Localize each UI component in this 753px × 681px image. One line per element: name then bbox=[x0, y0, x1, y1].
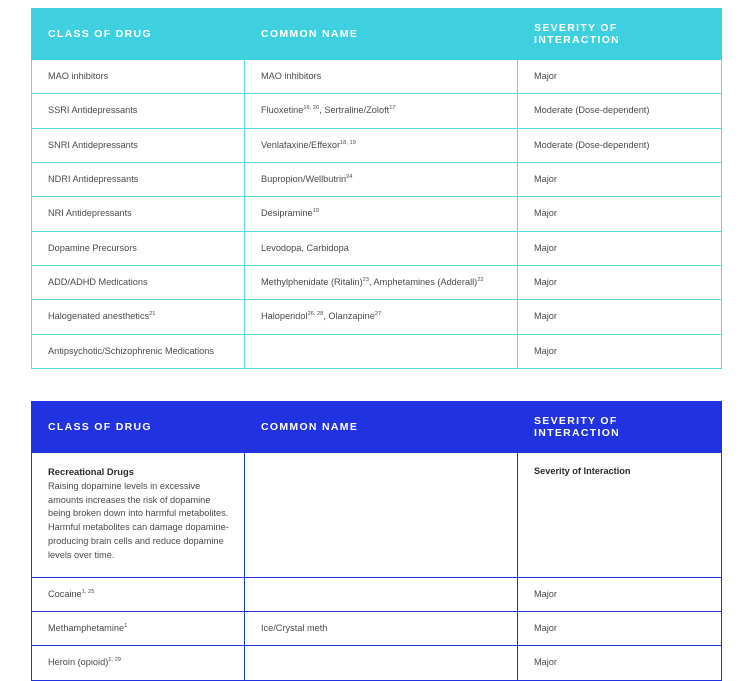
table-row bbox=[32, 334, 722, 368]
cell-severity: Major bbox=[518, 231, 722, 265]
footnote-ref: 1, 29 bbox=[108, 657, 121, 664]
cell-common-name: Levodopa, Carbidopa bbox=[245, 231, 518, 265]
footnote-ref: 23 bbox=[362, 277, 369, 283]
footnote-ref: 22 bbox=[477, 277, 484, 283]
cell-severity: Major bbox=[518, 163, 722, 197]
cell-common-name bbox=[245, 163, 518, 197]
column-header-severity: SEVERITY OF INTERACTION bbox=[518, 402, 722, 453]
table-row bbox=[32, 231, 722, 265]
cell-common-name bbox=[245, 646, 518, 680]
table-header-row bbox=[32, 9, 722, 60]
cell-text: Bupropion/Wellbutrin bbox=[261, 174, 347, 185]
cell-text: Fluoxetine bbox=[261, 105, 304, 116]
cell-common-name bbox=[245, 453, 518, 577]
cell-common-name bbox=[245, 94, 518, 128]
cell-severity: Moderate (Dose-dependent) bbox=[518, 94, 722, 128]
cell-class-of-drug bbox=[32, 577, 245, 611]
footnote-ref: 21 bbox=[149, 311, 156, 318]
cell-common-name bbox=[245, 334, 518, 368]
cell-text-rest: , Sertraline/Zoloft bbox=[319, 105, 390, 116]
footnote-ref: 16, 20 bbox=[303, 105, 320, 112]
cell-text-rest: , Amphetamines (Adderall) bbox=[368, 277, 478, 288]
table-row bbox=[32, 197, 722, 231]
table-row bbox=[32, 646, 722, 680]
table-header-row bbox=[32, 402, 722, 453]
cell-text: Haloperidol bbox=[261, 311, 308, 322]
cell-severity: Major bbox=[518, 197, 722, 231]
table-body-blue bbox=[32, 453, 722, 680]
table-row bbox=[32, 266, 722, 300]
cell-class-of-drug: ADD/ADHD Medications bbox=[32, 266, 245, 300]
footnote-ref: 27 bbox=[374, 311, 382, 318]
cell-common-name bbox=[245, 266, 518, 300]
cell-text: Cocaine bbox=[48, 588, 82, 599]
table-row bbox=[32, 60, 722, 94]
cell-text: Methylphenidate (Ritalin) bbox=[261, 277, 363, 288]
column-header-class-of-drug: CLASS OF DRUG bbox=[32, 9, 245, 60]
cell-class-of-drug: Dopamine Precursors bbox=[32, 231, 245, 265]
cell-common-name: Ice/Crystal meth bbox=[245, 611, 518, 645]
note-body: Raising dopamine levels in excessive amounts increases the risk of dopamine being broken down into harmful metabolites. Harmful metabolites can damage dopamine-producing brain cells and reduce dopamine levels over time. bbox=[48, 480, 229, 560]
table-row bbox=[32, 163, 722, 197]
cell-class-of-drug: NDRI Antidepressants bbox=[32, 163, 245, 197]
footnote-ref: 17 bbox=[389, 105, 396, 112]
cell-severity: Major bbox=[518, 611, 722, 645]
cell-class-of-drug: SSRI Antidepressants bbox=[32, 94, 245, 128]
cell-severity: Major bbox=[518, 577, 722, 611]
drug-interaction-table-blue bbox=[31, 401, 722, 680]
column-header-common-name: COMMON NAME bbox=[245, 9, 518, 60]
cell-text-rest: , Olanzapine bbox=[323, 311, 375, 322]
cell-common-name: MAO inhibitors bbox=[245, 60, 518, 94]
cell-text: Desipramine bbox=[261, 208, 313, 219]
cell-severity-heading: Severity of Interaction bbox=[518, 453, 722, 577]
column-header-class-of-drug: CLASS OF DRUG bbox=[32, 402, 245, 453]
cell-text: Venlafaxine/Effexor bbox=[261, 139, 340, 150]
cell-class-of-drug bbox=[32, 646, 245, 680]
cell-class-of-drug: Antipsychotic/Schizophrenic Medications bbox=[32, 334, 245, 368]
cell-class-of-drug: NRI Antidepressants bbox=[32, 197, 245, 231]
cell-class-of-drug: MAO inhibitors bbox=[32, 60, 245, 94]
cell-severity: Major bbox=[518, 646, 722, 680]
table-row bbox=[32, 611, 722, 645]
cell-severity: Major bbox=[518, 60, 722, 94]
cell-text: Halogenated anesthetics bbox=[48, 311, 150, 322]
footnote-ref: 1, 25 bbox=[81, 588, 95, 595]
table-row bbox=[32, 300, 722, 334]
cell-class-of-drug bbox=[32, 611, 245, 645]
table-header-blue bbox=[32, 402, 722, 453]
table-row bbox=[32, 128, 722, 162]
cell-text: Heroin (opioid) bbox=[48, 657, 109, 668]
cell-common-name bbox=[245, 128, 518, 162]
document-page bbox=[0, 8, 753, 668]
footnote-ref: 24 bbox=[346, 173, 353, 180]
cell-severity: Major bbox=[518, 266, 722, 300]
cell-severity: Major bbox=[518, 334, 722, 368]
footnote-ref: 26, 28 bbox=[307, 311, 324, 318]
cell-recreational-drugs-note bbox=[32, 453, 245, 577]
cell-common-name bbox=[245, 577, 518, 611]
table-header-cyan bbox=[32, 9, 722, 60]
table-row bbox=[32, 577, 722, 611]
cell-text: Methamphetamine bbox=[48, 622, 125, 633]
footnote-ref: 19 bbox=[312, 208, 319, 215]
table-body-cyan bbox=[32, 60, 722, 369]
cell-common-name bbox=[245, 300, 518, 334]
cell-severity: Major bbox=[518, 300, 722, 334]
footnote-ref: 18, 19 bbox=[340, 139, 356, 146]
cell-class-of-drug bbox=[32, 300, 245, 334]
cell-common-name bbox=[245, 197, 518, 231]
column-header-severity: SEVERITY OF INTERACTION bbox=[518, 9, 722, 60]
column-header-common-name: COMMON NAME bbox=[245, 402, 518, 453]
table-row-note bbox=[32, 453, 722, 577]
cell-severity: Moderate (Dose-dependent) bbox=[518, 128, 722, 162]
footnote-ref: 1 bbox=[124, 622, 128, 629]
drug-interaction-table-cyan bbox=[31, 8, 722, 369]
cell-class-of-drug: SNRI Antidepressants bbox=[32, 128, 245, 162]
table-row bbox=[32, 94, 722, 128]
note-title: Recreational Drugs bbox=[48, 466, 134, 478]
